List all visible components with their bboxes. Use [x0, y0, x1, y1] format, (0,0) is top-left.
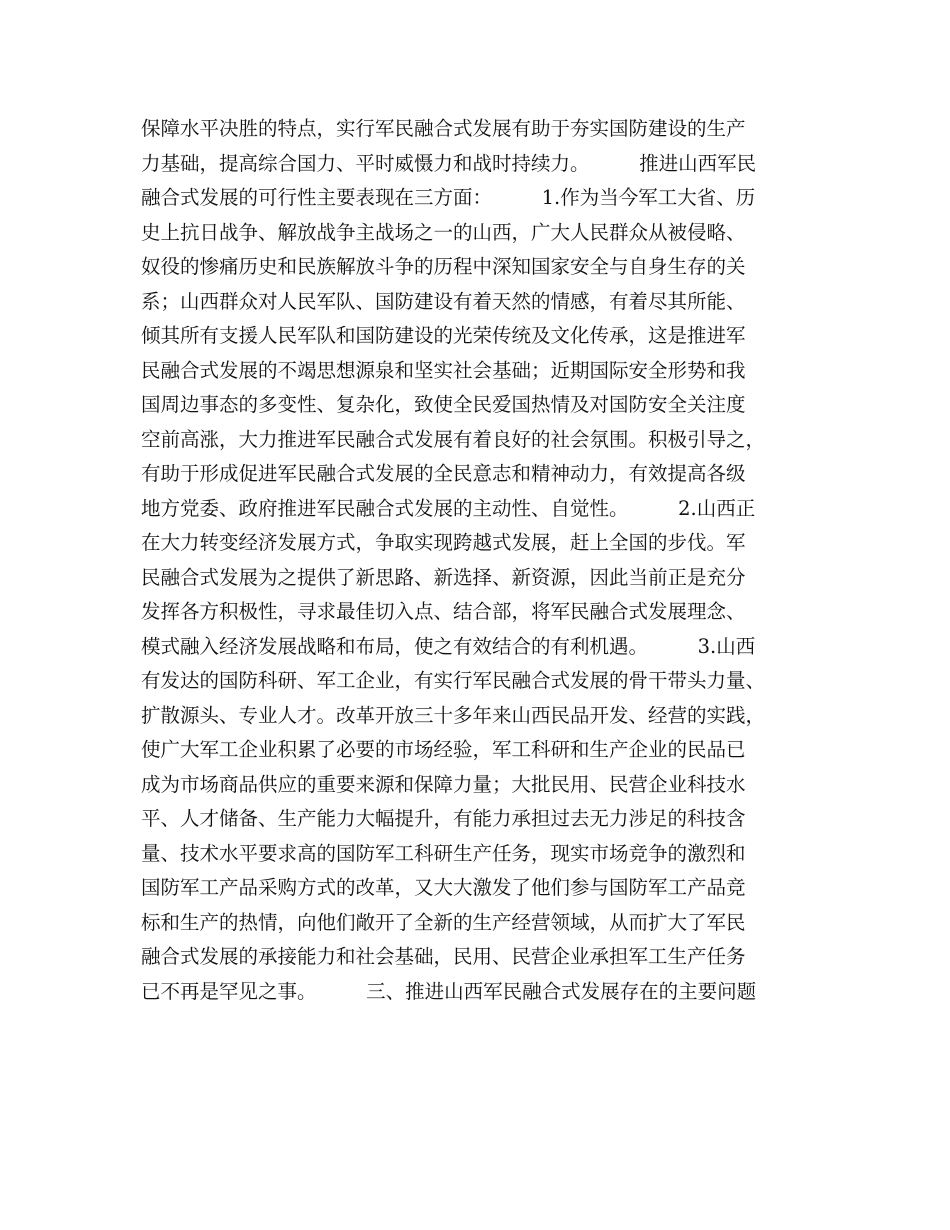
text-line: 有助于形成促进军民融合式发展的全民意志和精神动力，有效提高各级	[141, 462, 746, 485]
text-line: 有发达的国防科研、军工企业，有实行军民融合式发展的骨干带头力量、	[141, 669, 766, 692]
text-line: 在大力转变经济发展方式，争取实现跨越式发展，赶上全国的步伐。军	[141, 531, 746, 554]
text-line: 成为市场商品供应的重要来源和保障力量；大批民用、民营企业科技水	[141, 772, 746, 796]
text-line: 倾其所有支援人民军队和国防建设的光荣传统及文化传承，这是推进军	[141, 324, 746, 347]
text-line: 奴役的惨痛历史和民族解放斗争的历程中深知国家安全与自身生存的关	[141, 255, 746, 278]
text-line: 国周边事态的多变性、复杂化，致使全民爱国热情及对国防安全关注度	[141, 393, 746, 416]
text-line: 量、技术水平要求高的国防军工科研生产任务，现实市场竞争的激烈和	[141, 841, 746, 865]
text-line: 已不再是罕见之事。 三、推进山西军民融合式发展存在的主要问题	[141, 979, 757, 1003]
text-line: 民融合式发展为之提供了新思路、新选择、新资源，因此当前正是充分	[141, 565, 746, 589]
text-line: 融合式发展的承接能力和社会基础，民用、民营企业承担军工生产任务	[141, 945, 746, 968]
text-line: 系；山西群众对人民军队、国防建设有着天然的情感，有着尽其所能、	[141, 289, 746, 313]
text-line: 融合式发展的可行性主要表现在三方面： 1.作为当今军工大省、历	[141, 186, 756, 209]
text-line: 空前高涨，大力推进军民融合式发展有着良好的社会氛围。积极引导之，	[141, 427, 766, 451]
text-line: 标和生产的热情，向他们敞开了全新的生产经营领域，从而扩大了军民	[141, 910, 746, 934]
text-line: 保障水平决胜的特点，实行军民融合式发展有助于夯实国防建设的生产	[141, 117, 746, 140]
text-line: 模式融入经济发展战略和布局，使之有效结合的有利机遇。 3.山西	[141, 634, 756, 658]
text-line: 平、人才储备、生产能力大幅提升，有能力承担过去无力涉足的科技含	[141, 807, 746, 830]
text-line: 力基础，提高综合国力、平时威慑力和战时持续力。 推进山西军民	[141, 151, 757, 175]
text-line: 史上抗日战争、解放战争主战场之一的山西，广大人民群众从被侵略、	[141, 220, 746, 244]
text-line: 使广大军工企业积累了必要的市场经验，军工科研和生产企业的民品已	[141, 738, 746, 761]
text-line: 国防军工产品采购方式的改革，又大大激发了他们参与国防军工产品竞	[141, 876, 746, 899]
text-line: 地方党委、政府推进军民融合式发展的主动性、自觉性。 2.山西正	[141, 496, 756, 520]
text-line: 扩散源头、专业人才。改革开放三十多年来山西民品开发、经营的实践，	[141, 703, 766, 727]
text-line: 发挥各方积极性，寻求最佳切入点、结合部，将军民融合式发展理念、	[141, 600, 746, 623]
body-text	[141, 112, 831, 1009]
text-line: 民融合式发展的不竭思想源泉和坚实社会基础；近期国际安全形势和我	[141, 358, 746, 382]
